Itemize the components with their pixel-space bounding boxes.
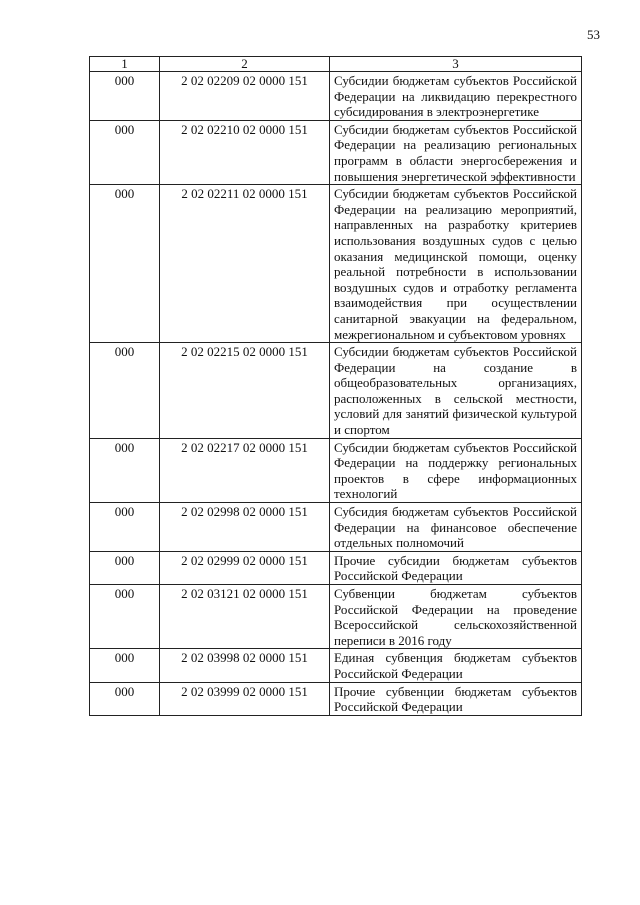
budget-code-cell: 2 02 02217 02 0000 151: [160, 438, 330, 502]
budget-code-cell: 2 02 02211 02 0000 151: [160, 185, 330, 343]
table-row: [90, 585, 582, 649]
admin-code-cell: 000: [90, 551, 160, 584]
budget-code-cell: 2 02 02209 02 0000 151: [160, 72, 330, 121]
admin-code-cell: 000: [90, 649, 160, 682]
revenue-name-cell: Единая субвенция бюджетам субъектов Российской Федерации: [330, 649, 582, 682]
column-header-1: 1: [90, 57, 160, 72]
table-row: [90, 72, 582, 121]
revenue-name-cell: Субсидии бюджетам субъектов Российской Федерации на реализацию региональных программ в области энергосбережения и повышения энергетической эффективности: [330, 120, 582, 184]
revenue-name-cell: Субсидии бюджетам субъектов Российской Федерации на создание в общеобразовательных организациях, расположенных в сельской местности, условий для занятий физической культурой и спортом: [330, 343, 582, 439]
budget-code-cell: 2 02 03998 02 0000 151: [160, 649, 330, 682]
table-row: [90, 551, 582, 584]
revenue-name-cell: Прочие субсидии бюджетам субъектов Российской Федерации: [330, 551, 582, 584]
revenue-name-cell: Субвенции бюджетам субъектов Российской Федерации на проведение Всероссийской сельскохозяйственной переписи в 2016 году: [330, 585, 582, 649]
admin-code-cell: 000: [90, 120, 160, 184]
admin-code-cell: 000: [90, 682, 160, 715]
page-number: 53: [587, 27, 600, 42]
revenue-name-cell: Субсидии бюджетам субъектов Российской Федерации на поддержку региональных проектов в сфере информационных технологий: [330, 438, 582, 502]
revenue-name-cell: Субсидия бюджетам субъектов Российской Федерации на финансовое обеспечение отдельных полномочий: [330, 503, 582, 552]
column-header-2: 2: [160, 57, 330, 72]
budget-code-cell: 2 02 03999 02 0000 151: [160, 682, 330, 715]
admin-code-cell: 000: [90, 185, 160, 343]
table-row: [90, 343, 582, 439]
admin-code-cell: 000: [90, 438, 160, 502]
table-header-row: [90, 57, 582, 72]
revenue-name-cell: Прочие субвенции бюджетам субъектов Российской Федерации: [330, 682, 582, 715]
admin-code-cell: 000: [90, 343, 160, 439]
table-row: [90, 503, 582, 552]
budget-code-cell: 2 02 02215 02 0000 151: [160, 343, 330, 439]
column-header-3: 3: [330, 57, 582, 72]
admin-code-cell: 000: [90, 72, 160, 121]
budget-code-cell: 2 02 02210 02 0000 151: [160, 120, 330, 184]
budget-classification-table: [89, 56, 582, 716]
table-row: [90, 682, 582, 715]
table-row: [90, 120, 582, 184]
admin-code-cell: 000: [90, 503, 160, 552]
budget-code-cell: 2 02 02999 02 0000 151: [160, 551, 330, 584]
table-row: [90, 649, 582, 682]
table-row: [90, 185, 582, 343]
budget-code-cell: 2 02 03121 02 0000 151: [160, 585, 330, 649]
admin-code-cell: 000: [90, 585, 160, 649]
budget-code-cell: 2 02 02998 02 0000 151: [160, 503, 330, 552]
table-row: [90, 438, 582, 502]
revenue-name-cell: Субсидии бюджетам субъектов Российской Федерации на реализацию мероприятий, направленных на разработку критериев использования воздушных судов с целью оказания медицинской помощи, оценку реальной потребности в использовании воздушных судов и отработку регламента взаимодействия при осуществлении санитарной эвакуации на федеральном, межрегиональном и субъектовом уровнях: [330, 185, 582, 343]
revenue-name-cell: Субсидии бюджетам субъектов Российской Федерации на ликвидацию перекрестного субсидирования в электроэнергетике: [330, 72, 582, 121]
